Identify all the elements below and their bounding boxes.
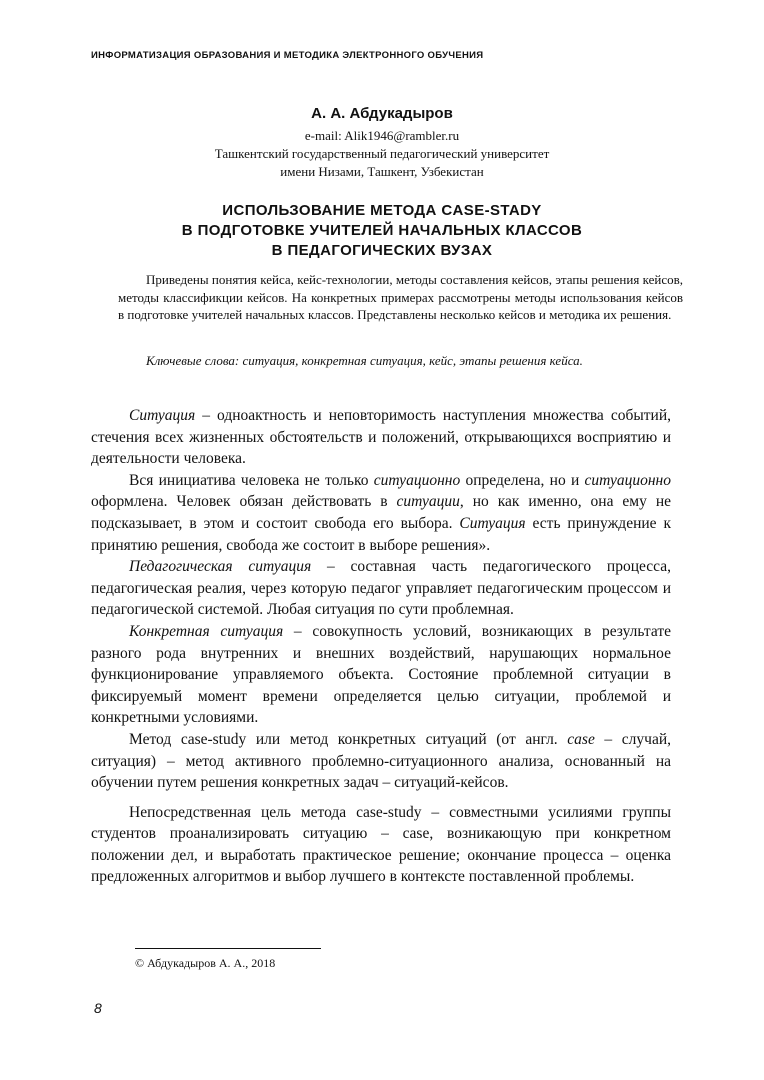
- paragraph-5: [91, 729, 671, 794]
- term-concrete-situation: Конкретная ситуация: [129, 622, 284, 640]
- paragraph-5-b: case: [567, 730, 595, 748]
- affiliation-line-2: имени Низами, Ташкент, Узбекистан: [280, 164, 484, 179]
- paragraph-3-text: – составная часть педагогического процесса, педагогическая реалия, через которую педагог управляет педагогическим процессом и педагогической системой. Любая ситуация по сути проблемная.: [91, 558, 671, 619]
- copyright-footnote: © Абдукадыров А. А., 2018: [135, 956, 276, 970]
- paragraph-2-e: оформлена. Человек обязан действовать в: [91, 493, 397, 511]
- paragraph-1: [91, 405, 671, 470]
- keywords: Ключевые слова: ситуация, конкретная ситуация, кейс, этапы решения кейса.: [146, 353, 583, 368]
- paragraph-2-i: есть принуждение к принятию решения, свобода же состоит в выборе решения».: [91, 514, 671, 554]
- paragraph-2-d: ситуационно: [584, 471, 671, 489]
- paragraph-4-text: – совокупность условий, возникающих в результате разного рода внутренних и внешних воздействий, нарушающих нормальное функционирование управляемого объекта. Состояние проблемной ситуации в фиксируемый момент времени определяется целью ситуации, проблемой и конкретными условиями.: [91, 622, 671, 727]
- paragraph-5-c: – случай, ситуация) – метод активного проблемно-ситуационного анализа, основанный на обучении путем решения конкретных задач – ситуаций-кейсов.: [91, 730, 671, 792]
- author-name: А. А. Абдукадыров: [311, 105, 453, 122]
- title-line-1: ИСПОЛЬЗОВАНИЕ МЕТОДА CASE-STADY: [222, 202, 542, 219]
- paragraph-2-a: Вся инициатива человека не только: [129, 471, 374, 489]
- footnote-rule: [135, 948, 321, 949]
- affiliation-line-1: Ташкентский государственный педагогический университет: [214, 146, 550, 161]
- author-email: e-mail: Alik1946@rambler.ru: [304, 128, 460, 143]
- abstract: Приведены понятия кейса, кейс-технологии, методы составления кейсов, этапы решения кейсов, методы классификции кейсов. На конкретных примерах рассмотрены методы использования кейсов в подготовке учителей начальных классов. Представлены несколько кейсов и методика их решения.: [118, 272, 683, 322]
- paragraph-2-h: Ситуация: [459, 514, 526, 532]
- paragraph-1-text: – одноактность и неповторимость наступления множества событий, стечения всех жизненных обстоятельств и положений, открывающихся восприятию и деятельности человека.: [91, 407, 671, 468]
- paragraph-3: [91, 556, 671, 621]
- running-header: ИНФОРМАТИЗАЦИЯ ОБРАЗОВАНИЯ И МЕТОДИКА ЭЛЕКТРОННОГО ОБУЧЕНИЯ: [91, 50, 484, 61]
- page-number: 8: [94, 1000, 102, 1016]
- term-situation: Ситуация: [129, 407, 196, 424]
- paragraph-2-g: , но как именно, она ему не подсказывает, в этом и состоит свобода его выбора.: [91, 493, 671, 532]
- paragraph-4: [91, 621, 671, 729]
- paragraph-5-a: Метод case-study или метод конкретных ситуаций (от англ.: [129, 730, 568, 748]
- term-pedagogical-situation: Педагогическая ситуация: [129, 558, 312, 576]
- title-line-3: В ПЕДАГОГИЧЕСКИХ ВУЗАХ: [271, 242, 493, 259]
- paragraph-2-b: ситуационно: [373, 471, 461, 489]
- paragraph-2-c: определена, но и: [460, 471, 585, 489]
- article-body: [91, 405, 671, 888]
- paragraph-6: Непосредственная цель метода case-study – совместными усилиями группы студентов проанализировать ситуацию – case, возникающую при конкретном положении дел, и выработать практическое решение; окончание процесса – оценка предложенных алгоритмов и выбор лучшего в контексте поставленной проблемы.: [91, 803, 671, 886]
- paragraph-2: [91, 470, 671, 556]
- title-line-2: В ПОДГОТОВКЕ УЧИТЕЛЕЙ НАЧАЛЬНЫХ КЛАССОВ: [181, 222, 583, 239]
- paragraph-2-f: ситуации: [396, 493, 460, 511]
